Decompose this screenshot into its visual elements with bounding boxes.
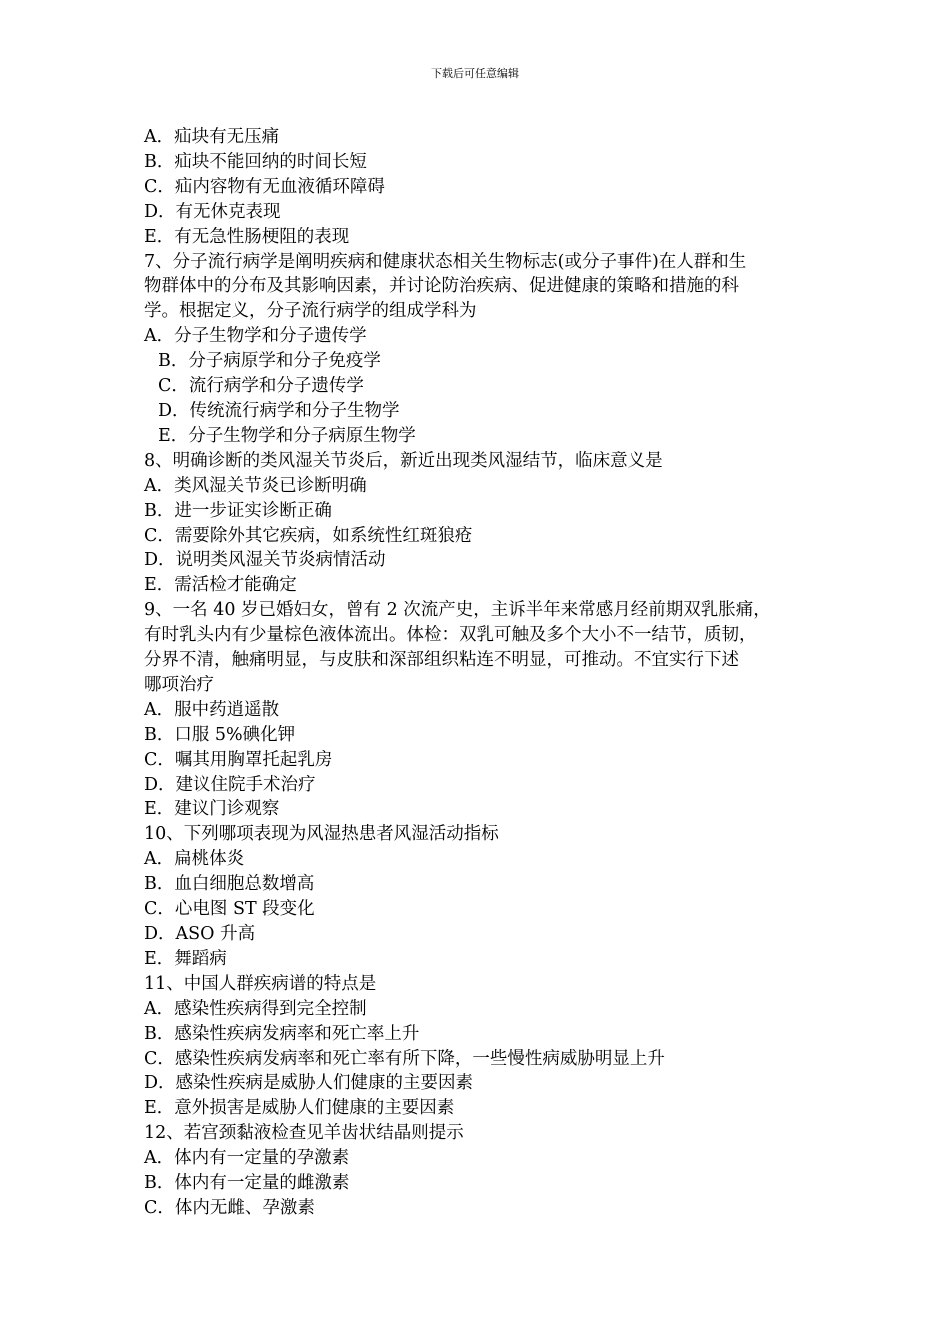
option-line: D．有无休克表现 [144,201,281,222]
option-line: B．进一步证实诊断正确 [144,500,332,521]
option-line: C．需要除外其它疾病，如系统性红斑狼疮 [144,525,473,546]
option-line: D．传统流行病学和分子生物学 [158,400,400,421]
question-line: 7、分子流行病学是阐明疾病和健康状态相关生物标志(或分子事件)在人群和生 [144,251,747,272]
question-line: 学。根据定义，分子流行病学的组成学科为 [144,301,477,322]
option-line: A．疝块有无压痛 [144,127,280,147]
option-line: A．感染性疾病得到完全控制 [144,998,367,1019]
question-line: 8、明确诊断的类风湿关节炎后，新近出现类风湿结节，临床意义是 [144,450,663,471]
question-line: 分界不清，触痛明显，与皮肤和深部组织粘连不明显，可推动。不宜实行下述 [144,650,739,671]
option-line: B．疝块不能回纳的时间长短 [144,151,367,172]
option-line: E．舞蹈病 [144,948,227,969]
option-line: E．建议门诊观察 [144,799,280,820]
question-line: 9、一名 40 岁已婚妇女，曾有 2 次流产史，主诉半年来常感月经前期双乳胀痛， [144,600,771,621]
option-line: D．说明类风湿关节炎病情活动 [144,550,386,571]
option-line: E．分子生物学和分子病原生物学 [158,425,416,446]
option-line: D．ASO 升高 [144,924,256,944]
option-line: B．感染性疾病发病率和死亡率上升 [144,1023,420,1044]
option-line: B．分子病原学和分子免疫学 [158,351,381,372]
question-line: 有时乳头内有少量棕色液体流出。体检：双乳可触及多个大小不一结节，质韧， [144,625,757,646]
option-line: E．有无急性肠梗阻的表现 [144,226,350,247]
option-line: A．类风湿关节炎已诊断明确 [144,475,367,496]
page-header: 下载后可任意编辑 [431,67,519,80]
question-line: 哪项治疗 [144,674,214,695]
option-line: C．流行病学和分子遗传学 [158,376,364,397]
option-line: A．体内有一定量的孕激素 [144,1148,350,1169]
option-line: C．感染性疾病发病率和死亡率有所下降，一些慢性病威胁明显上升 [144,1048,665,1069]
option-line: B．血白细胞总数增高 [144,874,315,895]
option-line: E．意外损害是威胁人们健康的主要因素 [144,1098,455,1119]
option-line: D．感染性疾病是威胁人们健康的主要因素 [144,1073,474,1094]
option-line: C．疝内容物有无血液循环障碍 [144,176,385,197]
option-line: C．心电图 ST 段变化 [144,899,315,920]
question-line: 物群体中的分布及其影响因素，并讨论防治疾病、促进健康的策略和措施的科 [144,276,739,297]
option-line: E．需活检才能确定 [144,575,297,596]
option-line: D．建议住院手术治疗 [144,774,316,795]
question-line: 12、若宫颈黏液检查见羊齿状结晶则提示 [144,1123,464,1144]
option-line: B．体内有一定量的雌激素 [144,1173,350,1194]
question-line: 11、中国人群疾病谱的特点是 [144,973,377,994]
option-line: A．扁桃体炎 [144,849,245,870]
document-body [144,125,820,1221]
question-line: 10、下列哪项表现为风湿热患者风湿活动指标 [144,824,499,845]
option-line: C．嘱其用胸罩托起乳房 [144,749,333,770]
option-line: B．口服 5%碘化钾 [144,724,296,745]
option-line: A．分子生物学和分子遗传学 [144,326,367,347]
option-line: C．体内无雌、孕激素 [144,1197,315,1218]
option-line: A．服中药逍遥散 [144,699,280,720]
